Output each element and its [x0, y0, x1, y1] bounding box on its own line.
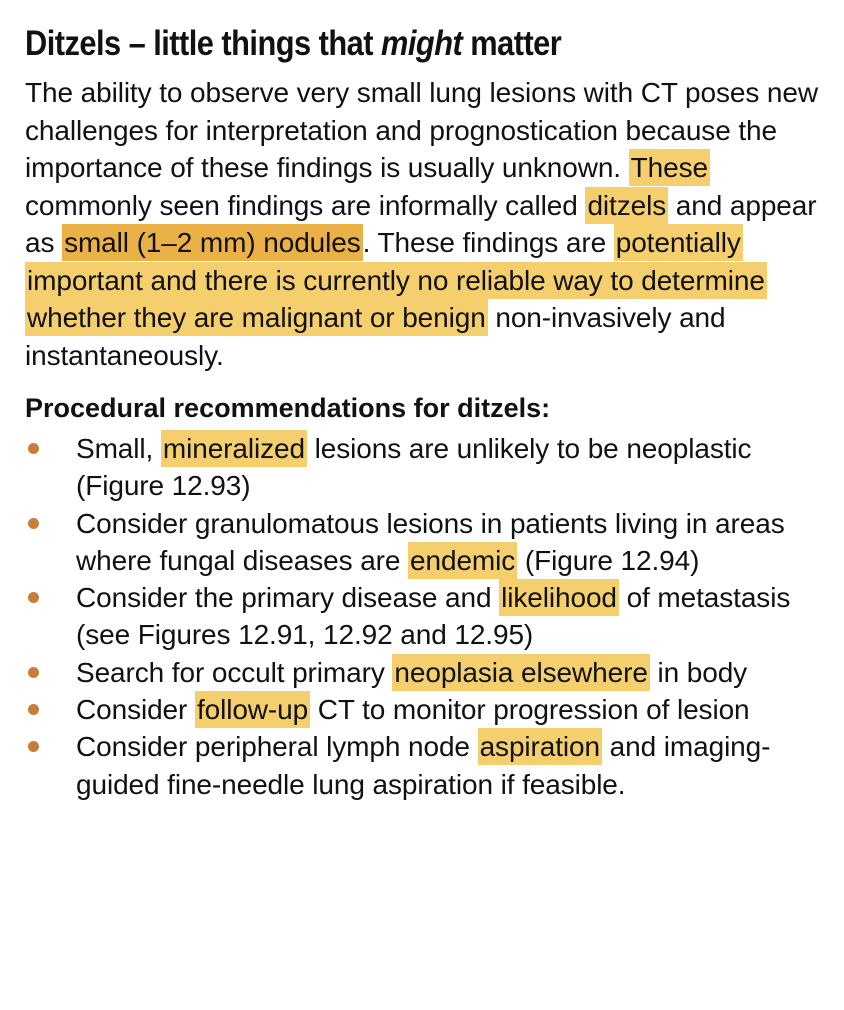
item-text-before: Small, — [76, 433, 161, 464]
intro-text-3: and appear as — [25, 189, 817, 258]
bullet-icon — [28, 518, 39, 529]
intro-text-1: The ability to observe very small lung lesions with CT poses new challenges for interpretation and prognostication because the importance of these findings is usually unknown. — [25, 77, 818, 183]
list-item — [25, 728, 825, 803]
item-text-after: of metastasis (see Figures 12.91, 12.92 and 12.95) — [76, 582, 791, 651]
highlight-likelihood: likelihood — [499, 579, 619, 616]
title-text-end: matter — [462, 24, 562, 63]
item-text-after: CT to monitor progression of lesion — [310, 694, 750, 726]
bullet-icon — [28, 667, 39, 678]
list-item — [25, 654, 825, 691]
document-page — [25, 22, 825, 803]
bullet-icon — [28, 704, 39, 715]
title-text-start: Ditzels – little things that — [25, 24, 382, 63]
list-item — [25, 430, 825, 505]
highlight-small-nodules: small (1–2 mm) nodules — [62, 224, 363, 261]
item-text-before: Consider peripheral lymph node — [76, 731, 478, 763]
highlight-endemic: endemic — [408, 542, 517, 579]
recommendations-list — [25, 430, 825, 803]
section-subheading: Procedural recommendations for ditzels: — [25, 393, 551, 423]
bullet-icon — [28, 592, 39, 603]
item-text-after: lesions are unlikely to be neoplastic (Figure 12.93) — [76, 433, 752, 502]
intro-paragraph — [25, 74, 825, 374]
list-item — [25, 691, 825, 728]
item-text-before: Search for occult primary — [76, 656, 393, 688]
intro-text-4: . These findings are — [362, 227, 614, 258]
item-text-after: and imaging-guided fine-needle lung aspiration if feasible. — [76, 731, 771, 800]
highlight-these: These — [629, 149, 710, 186]
highlight-aspiration: aspiration — [478, 728, 602, 765]
highlight-ditzels: ditzels — [585, 187, 668, 224]
highlight-mineralized: mineralized — [161, 430, 307, 467]
bullet-icon — [28, 741, 39, 752]
page-title — [25, 22, 729, 66]
item-text-before: Consider — [76, 694, 195, 726]
intro-text-5: non-invasively and instantaneously. — [25, 302, 726, 371]
list-item — [25, 505, 825, 580]
title-italic-word: might — [381, 24, 463, 63]
item-text-after: (Figure 12.94) — [517, 544, 700, 576]
highlight-potentially-important: potentially important and there is currently no reliable way to determine whether they are malignant or benign — [25, 224, 767, 336]
item-text-before: Consider granulomatous lesions in patients living in areas where fungal diseases are — [76, 507, 785, 576]
intro-text-2: commonly seen findings are informally called — [25, 189, 586, 221]
list-item — [25, 579, 825, 654]
item-text-before: Consider the primary disease and — [76, 582, 500, 614]
highlight-follow-up: follow-up — [195, 691, 310, 728]
bullet-icon — [28, 443, 39, 454]
highlight-neoplasia-elsewhere: neoplasia elsewhere — [392, 654, 649, 691]
item-text-after: in body — [649, 656, 748, 688]
